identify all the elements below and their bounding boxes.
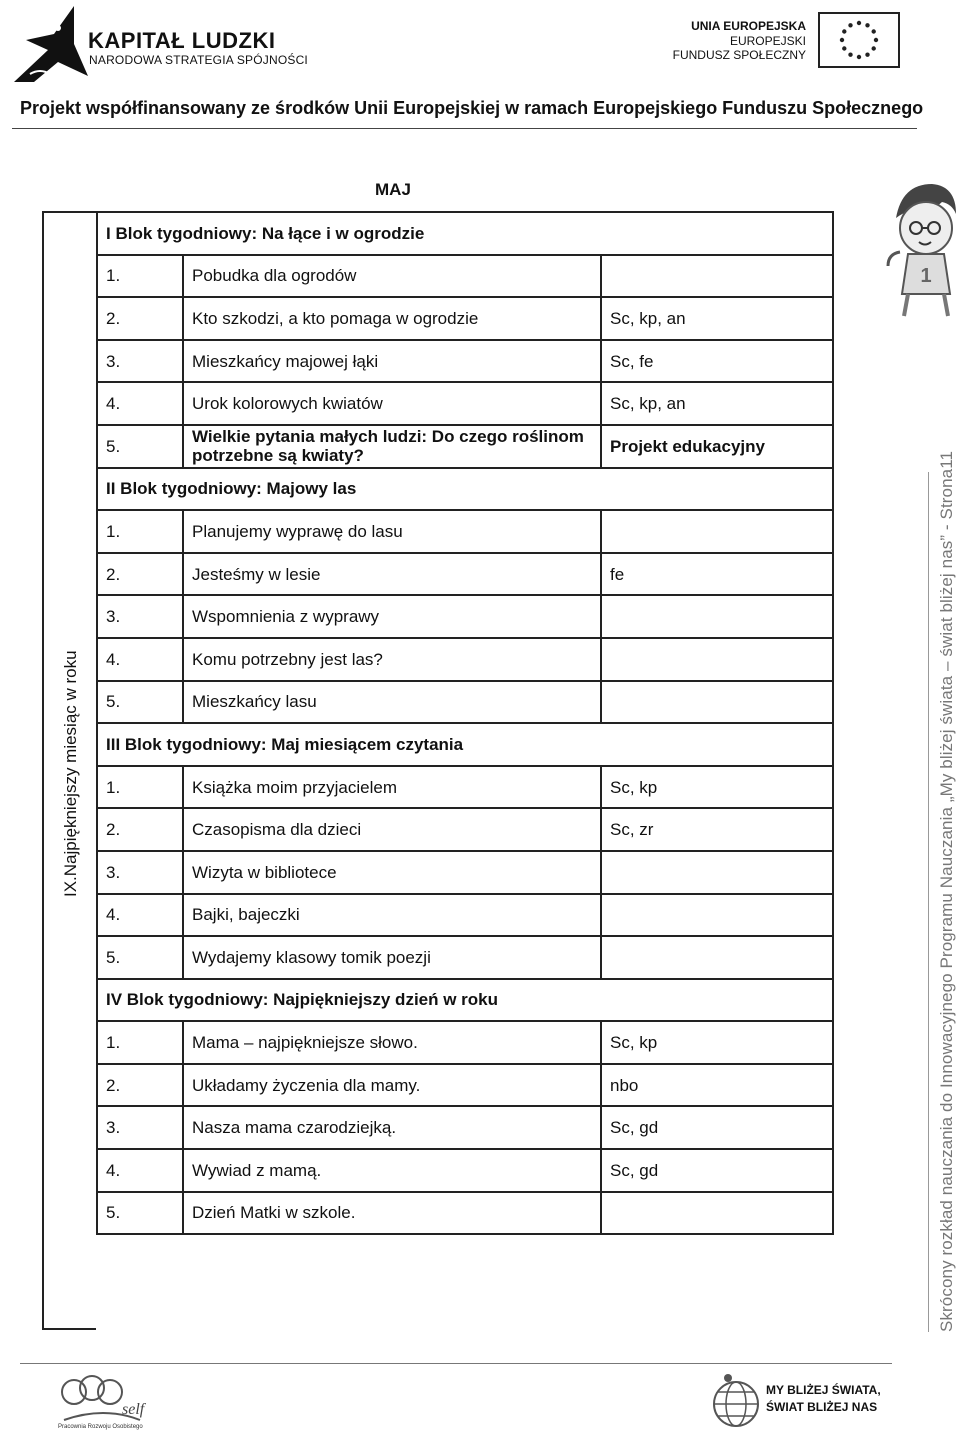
block-title-row: [97, 212, 833, 255]
lesson-topic: Mieszkańcy majowej łąki: [183, 340, 601, 383]
program-slogan-line2: ŚWIAT BLIŻEJ NAS: [766, 1400, 878, 1414]
lesson-topic: Wizyta w bibliotece: [183, 851, 601, 894]
month-heading: MAJ: [375, 180, 411, 199]
lesson-note: nbo: [601, 1064, 833, 1107]
lesson-row: [97, 382, 833, 425]
lesson-row: [97, 595, 833, 638]
lesson-row: [97, 553, 833, 596]
lesson-row: [97, 851, 833, 894]
lesson-note: [601, 936, 833, 979]
lesson-topic: Nasza mama czarodziejką.: [183, 1106, 601, 1149]
lesson-num: 4.: [97, 894, 183, 937]
lesson-topic: Czasopisma dla dzieci: [183, 808, 601, 851]
eu-star-icon: [840, 38, 844, 42]
lesson-num: 3.: [97, 340, 183, 383]
globe-logo-icon: [708, 1370, 763, 1432]
lesson-num: 5.: [97, 681, 183, 724]
lesson-num: 4.: [97, 638, 183, 681]
logo-title: KAPITAŁ LUDZKI: [88, 28, 276, 53]
lesson-topic: Mieszkańcy lasu: [183, 681, 601, 724]
eu-label-european: EUROPEJSKI: [729, 34, 806, 48]
lesson-num: 1.: [97, 255, 183, 298]
lesson-topic: Układamy życzenia dla mamy.: [183, 1064, 601, 1107]
month-theme-vertical: IX.Najpiękniejszy miesiąc w roku: [61, 650, 80, 897]
lesson-topic: Komu potrzebny jest las?: [183, 638, 601, 681]
mascot-number: 1: [920, 265, 932, 287]
eu-star-icon: [872, 46, 876, 50]
lesson-num: 5.: [97, 425, 183, 468]
lesson-row: [97, 766, 833, 809]
program-slogan-line1: MY BLIŻEJ ŚWIATA,: [766, 1383, 881, 1397]
eu-star-icon: [848, 53, 852, 57]
lesson-note: Sc, kp, an: [601, 297, 833, 340]
lesson-note: [601, 851, 833, 894]
lesson-row: [97, 894, 833, 937]
mascot-illustration: [886, 178, 958, 328]
lesson-note: [601, 595, 833, 638]
lesson-topic: Planujemy wyprawę do lasu: [183, 510, 601, 553]
lesson-topic: Kto szkodzi, a kto pomaga w ogrodzie: [183, 297, 601, 340]
lesson-topic: Bajki, bajeczki: [183, 894, 601, 937]
lesson-num: 2.: [97, 553, 183, 596]
lesson-topic: Jesteśmy w lesie: [183, 553, 601, 596]
lesson-topic: Pobudka dla ogrodów: [183, 255, 601, 298]
lesson-note: Sc, zr: [601, 808, 833, 851]
lesson-row: [97, 425, 833, 468]
lesson-num: 1.: [97, 766, 183, 809]
page-side-caption: Skrócony rozkład nauczania do Innowacyjnego Programu Nauczania „My bliżej świata – świat bliżej nas” - Strona11: [937, 450, 956, 1332]
self-logo-caption: Pracownia Rozwoju Osobistego: [58, 1424, 143, 1430]
lesson-note: [601, 638, 833, 681]
lesson-topic: Mama – najpiękniejsze słowo.: [183, 1021, 601, 1064]
lesson-row: [97, 1106, 833, 1149]
lesson-note: Sc, gd: [601, 1106, 833, 1149]
lesson-topic: Wielkie pytania małych ludzi: Do czego roślinom potrzebne są kwiaty?: [183, 425, 601, 468]
lesson-note: Projekt edukacyjny: [601, 425, 833, 468]
lesson-note: Sc, gd: [601, 1149, 833, 1192]
lesson-topic: Wydajemy klasowy tomik poezji: [183, 936, 601, 979]
header-divider: [12, 128, 917, 129]
block-title-row: [97, 468, 833, 511]
lesson-row: [97, 1192, 833, 1235]
lesson-num: 4.: [97, 1149, 183, 1192]
eu-star-icon: [865, 53, 869, 57]
side-divider: [928, 472, 929, 1332]
lesson-num: 2.: [97, 1064, 183, 1107]
block-title: II Blok tygodniowy: Majowy las: [97, 468, 833, 511]
lesson-num: 5.: [97, 1192, 183, 1235]
lesson-num: 3.: [97, 1106, 183, 1149]
lesson-num: 3.: [97, 851, 183, 894]
eu-star-icon: [865, 23, 869, 27]
eu-star-icon: [874, 38, 878, 42]
self-logo-word: self: [122, 1401, 145, 1418]
lesson-note: [601, 894, 833, 937]
lesson-topic: Książka moim przyjacielem: [183, 766, 601, 809]
lesson-note: [601, 1192, 833, 1235]
lesson-topic: Wywiad z mamą.: [183, 1149, 601, 1192]
eu-star-icon: [857, 55, 861, 59]
lesson-row: [97, 1064, 833, 1107]
block-title: IV Blok tygodniowy: Najpiękniejszy dzień w roku: [97, 979, 833, 1022]
lesson-row: [97, 681, 833, 724]
self-development-logo: [56, 1370, 156, 1432]
lesson-row: [97, 1149, 833, 1192]
lesson-num: 3.: [97, 595, 183, 638]
lesson-row: [97, 510, 833, 553]
lesson-note: fe: [601, 553, 833, 596]
lesson-plan-table: [96, 211, 834, 1235]
block-title-row: [97, 979, 833, 1022]
lesson-num: 1.: [97, 510, 183, 553]
lesson-note: Sc, fe: [601, 340, 833, 383]
lesson-num: 1.: [97, 1021, 183, 1064]
lesson-num: 4.: [97, 382, 183, 425]
lesson-note: Sc, kp: [601, 766, 833, 809]
lesson-row: [97, 255, 833, 298]
block-title: III Blok tygodniowy: Maj miesiącem czytania: [97, 723, 833, 766]
eu-label-social-fund: FUNDUSZ SPOŁECZNY: [672, 48, 806, 62]
lesson-row: [97, 808, 833, 851]
eu-star-icon: [857, 21, 861, 25]
lesson-note: [601, 681, 833, 724]
lesson-note: Sc, kp, an: [601, 382, 833, 425]
footer-divider: [20, 1363, 892, 1364]
lesson-topic: Wspomnienia z wyprawy: [183, 595, 601, 638]
eu-star-icon: [842, 29, 846, 33]
block-title-row: [97, 723, 833, 766]
lesson-note: [601, 255, 833, 298]
logo-subtitle: NARODOWA STRATEGIA SPÓJNOŚCI: [89, 53, 308, 67]
eu-flag-icon: [818, 12, 900, 68]
eu-star-icon: [848, 23, 852, 27]
project-funding-line: Projekt współfinansowany ze środków Unii Europejskiej w ramach Europejskiego Funduszu Społecznego: [20, 98, 924, 118]
lesson-note: Sc, kp: [601, 1021, 833, 1064]
lesson-row: [97, 297, 833, 340]
lesson-row: [97, 638, 833, 681]
eu-star-icon: [842, 46, 846, 50]
lesson-topic: Dzień Matki w szkole.: [183, 1192, 601, 1235]
eu-label-union: UNIA EUROPEJSKA: [691, 19, 806, 33]
lesson-note: [601, 510, 833, 553]
lesson-num: 2.: [97, 297, 183, 340]
lesson-topic: Urok kolorowych kwiatów: [183, 382, 601, 425]
eu-star-icon: [872, 29, 876, 33]
lesson-row: [97, 340, 833, 383]
block-title: I Blok tygodniowy: Na łące i w ogrodzie: [97, 212, 833, 255]
lesson-row: [97, 936, 833, 979]
lesson-num: 5.: [97, 936, 183, 979]
lesson-row: [97, 1021, 833, 1064]
lesson-num: 2.: [97, 808, 183, 851]
